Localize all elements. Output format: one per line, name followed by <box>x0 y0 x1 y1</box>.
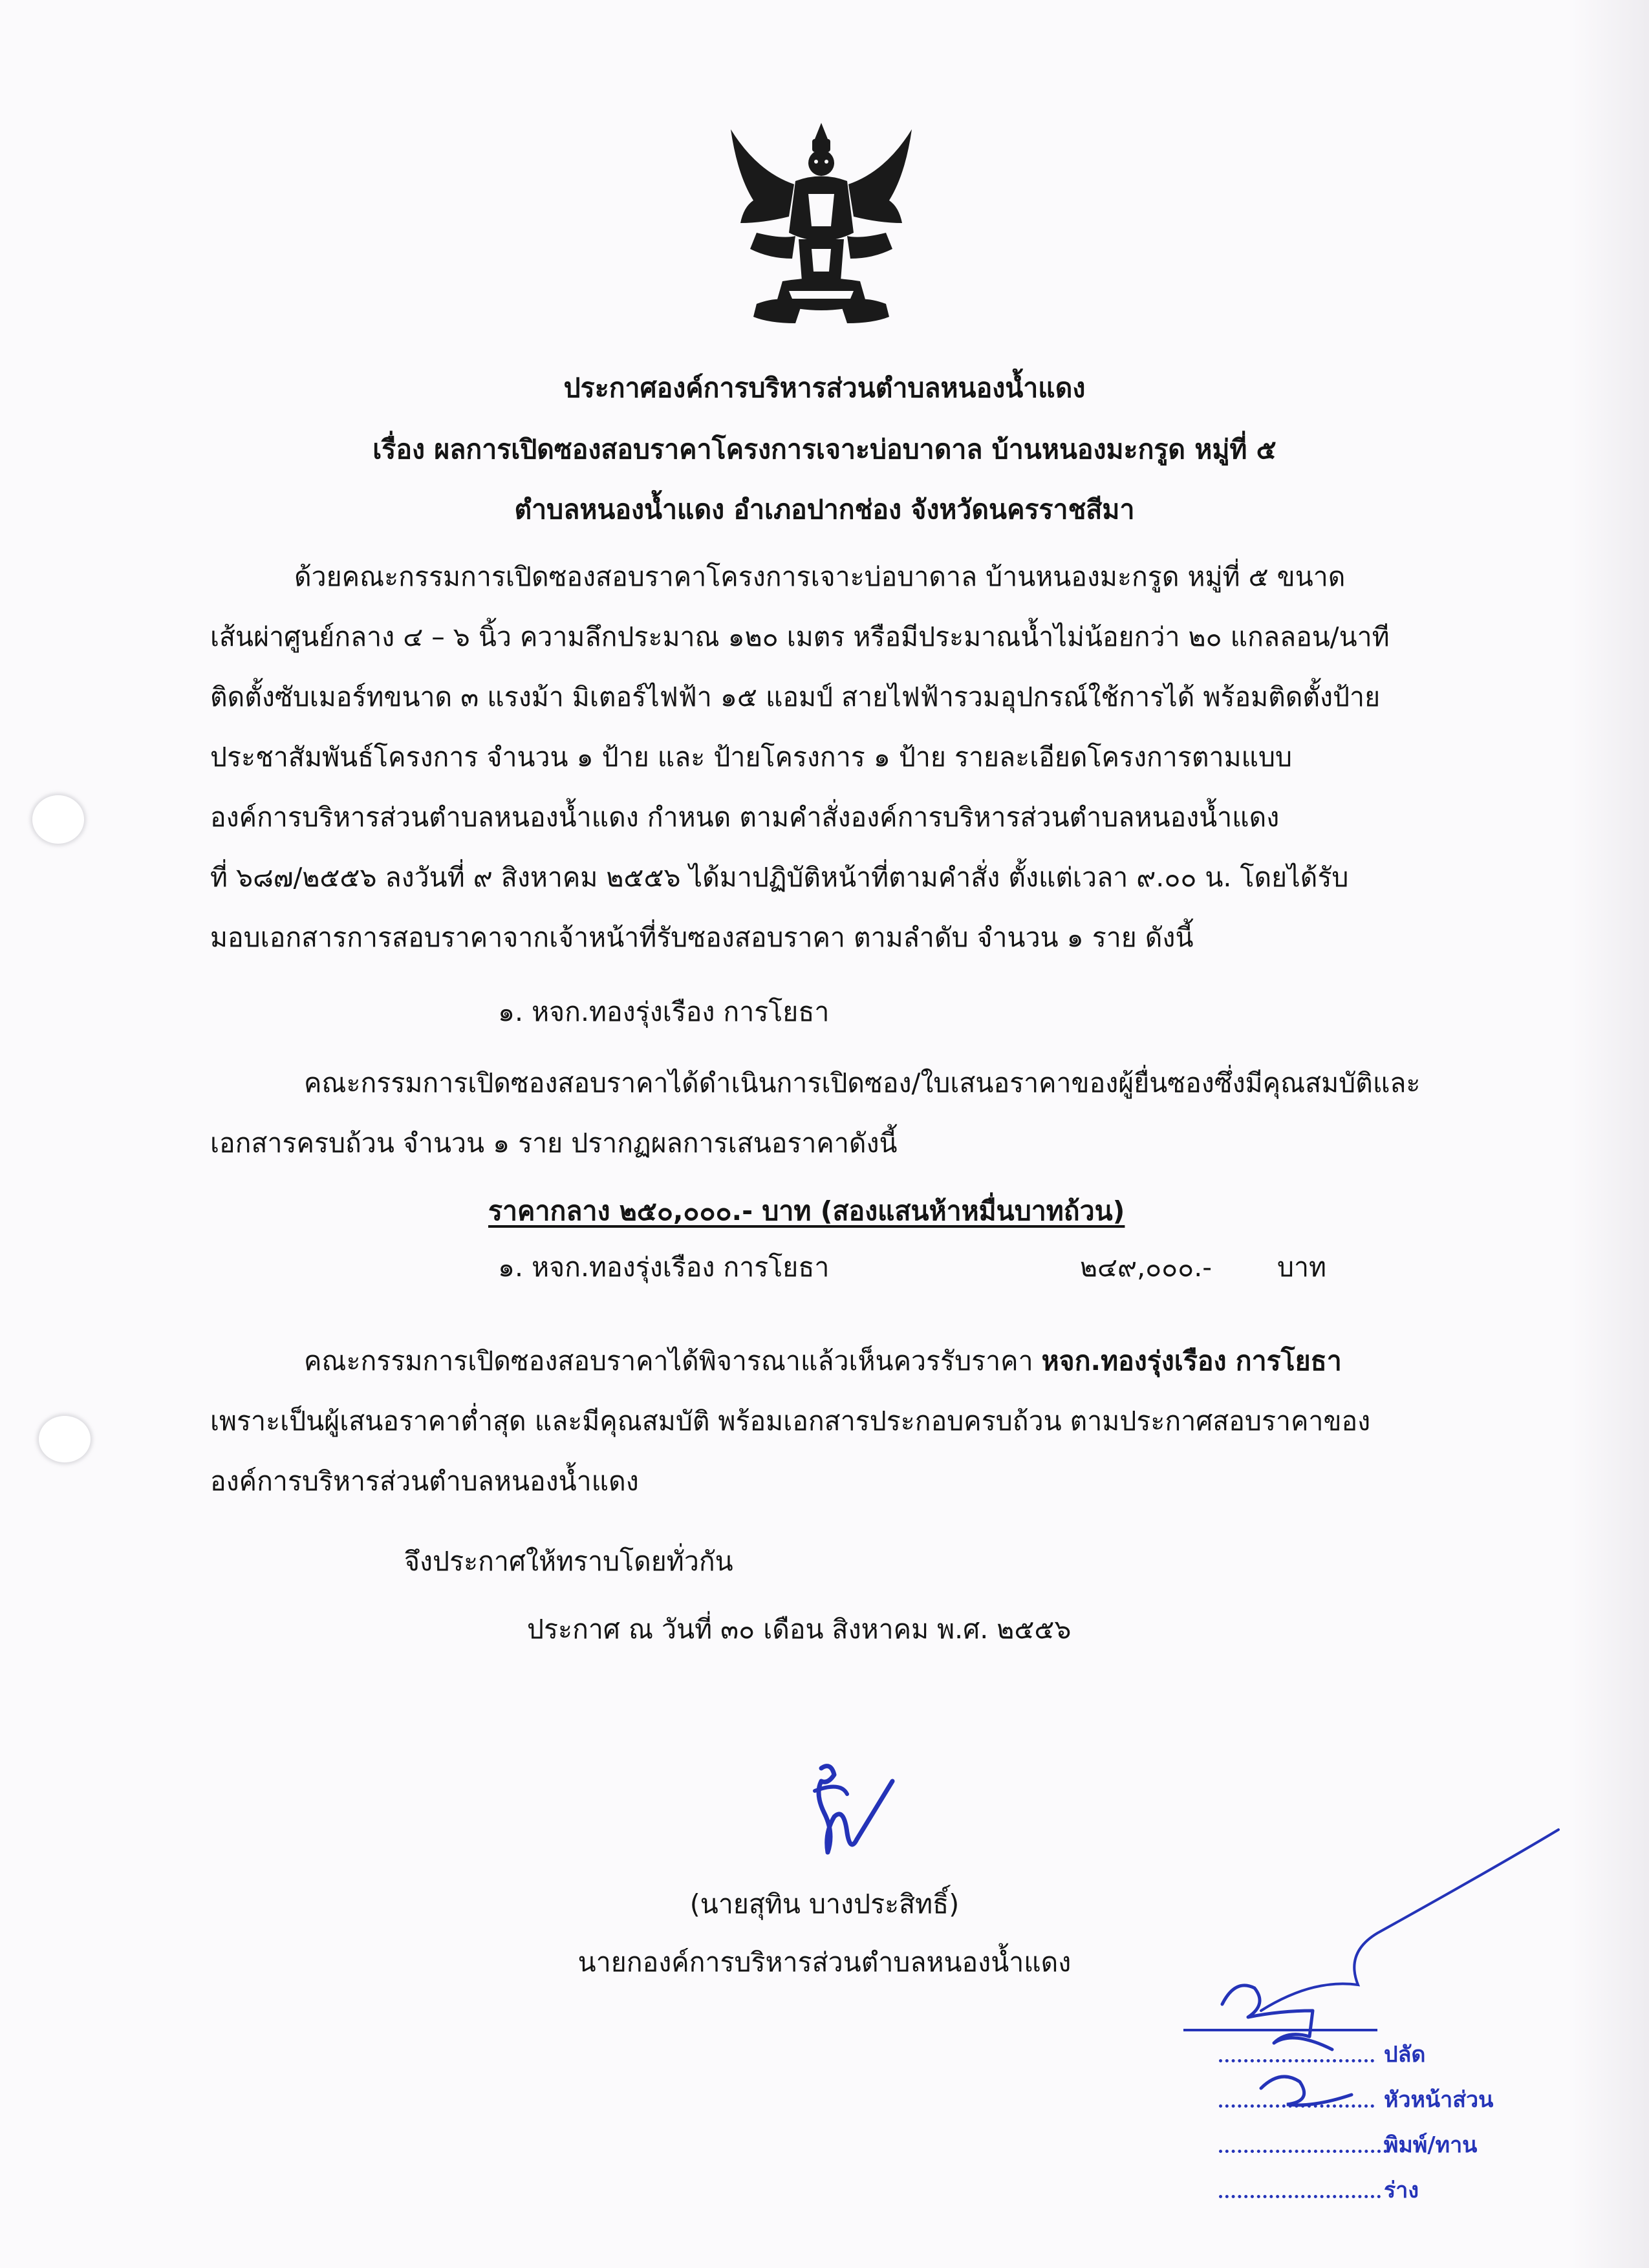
paragraph-2-line: คณะกรรมการเปิดซองสอบราคาได้ดำเนินการเปิดซอง/ใบเสนอราคาของผู้ยื่นซองซึ่งมีคุณสมบัติและ <box>304 1067 1421 1098</box>
mayor-signature <box>795 1755 905 1872</box>
stamp-line <box>1219 2195 1381 2198</box>
announcement-subject-line-1: เรื่อง ผลการเปิดซองสอบราคาโครงการเจาะบ่อบาดาล บ้านหนองมะกรูด หมู่ที่ ๕ <box>372 434 1277 465</box>
stamp-line <box>1219 2150 1387 2153</box>
signatory-name: (นายสุทิน บางประสิทธิ์) <box>689 1888 960 1920</box>
paragraph-1-line: องค์การบริหารส่วนตำบลหนองน้ำแดง กำหนด ตามคำสั่งองค์การบริหารส่วนตำบลหนองน้ำแดง <box>210 802 1280 833</box>
stamp-label: พิมพ์/ทาน <box>1384 2132 1478 2158</box>
paragraph-1-line: ประชาสัมพันธ์โครงการ จำนวน ๑ ป้าย และ ป้ายโครงการ ๑ ป้าย รายละเอียดโครงการตามแบบ <box>210 742 1292 773</box>
paragraph-3-line: องค์การบริหารส่วนตำบลหนองน้ำแดง <box>210 1466 639 1497</box>
paragraph-3-line <box>304 1342 1342 1380</box>
punch-hole-bottom <box>39 1416 91 1462</box>
stamp-label: ร่าง <box>1384 2177 1419 2203</box>
garuda-emblem <box>718 110 925 330</box>
announcement-title: ประกาศองค์การบริหารส่วนตำบลหนองน้ำแดง <box>563 372 1086 403</box>
paragraph-3-line: เพราะเป็นผู้เสนอราคาต่ำสุด และมีคุณสมบัติ พร้อมเอกสารประกอบครบถ้วน ตามประกาศสอบราคาของ <box>210 1406 1371 1437</box>
paragraph-3-text: คณะกรรมการเปิดซองสอบราคาได้พิจารณาแล้วเห็นควรรับราคา <box>304 1345 1042 1376</box>
bid-currency: บาท <box>1277 1252 1327 1283</box>
stamp-line <box>1219 2104 1374 2108</box>
bid-amount: ๒๔๙,๐๐๐.- <box>1080 1252 1212 1283</box>
selected-bidder: หจก.ทองรุ่งเรือง การโยธา <box>1041 1345 1342 1376</box>
announcement-subject-line-2: ตำบลหนองน้ำแดง อำเภอปากช่อง จังหวัดนครราชสีมา <box>514 494 1135 525</box>
paragraph-2-line: เอกสารครบถ้วน จำนวน ๑ ราย ปรากฏผลการเสนอราคาดังนี้ <box>210 1128 898 1159</box>
paragraph-1-line: มอบเอกสารการสอบราคาจากเจ้าหน้าที่รับซองสอบราคา ตามลำดับ จำนวน ๑ ราย ดังนี้ <box>210 922 1194 953</box>
punch-hole-top <box>32 795 84 844</box>
announcement-date: ประกาศ ณ วันที่ ๓๐ เดือน สิงหาคม พ.ศ. ๒๕๕๖ <box>527 1614 1072 1645</box>
paragraph-1-line: ที่ ๖๘๗/๒๕๕๖ ลงวันที่ ๙ สิงหาคม ๒๕๕๖ ได้มาปฏิบัติหน้าที่ตามคำสั่ง ตั้งแต่เวลา ๙.๐๐ น. โดยได้รับ <box>210 862 1349 893</box>
median-price: ราคากลาง ๒๕๐,๐๐๐.- บาท (สองแสนห้าหมื่นบาทถ้วน) <box>488 1195 1125 1226</box>
paragraph-1-line: ติดตั้งซับเมอร์ทขนาด ๓ แรงม้า มิเตอร์ไฟฟ้า ๑๕ แอมป์ สายไฟฟ้ารวมอุปกรณ์ใช้การได้ พร้อมติดตั้งป้าย <box>210 681 1381 712</box>
paragraph-1-line: เส้นผ่าศูนย์กลาง ๔ – ๖ นิ้ว ความลึกประมาณ ๑๒๐ เมตร หรือมีประมาณน้ำไม่น้อยกว่า ๒๐ แกลลอน/นาที <box>210 621 1390 652</box>
announcement-closing: จึงประกาศให้ทราบโดยทั่วกัน <box>404 1546 733 1577</box>
stamp-label: ปลัด <box>1384 2042 1426 2068</box>
stamp-label: หัวหน้าส่วน <box>1384 2087 1494 2113</box>
signatory-position: นายกองค์การบริหารส่วนตำบลหนองน้ำแดง <box>577 1947 1072 1978</box>
bidder-list-item: ๑. หจก.ทองรุ่งเรือง การโยธา <box>498 996 830 1027</box>
stamp-line <box>1219 2059 1374 2062</box>
page-edge-shadow <box>1571 0 1649 2268</box>
paragraph-1-line: ด้วยคณะกรรมการเปิดซองสอบราคาโครงการเจาะบ่อบาดาล บ้านหนองมะกรูด หมู่ที่ ๕ ขนาด <box>294 561 1346 592</box>
bid-bidder-name: ๑. หจก.ทองรุ่งเรือง การโยธา <box>498 1252 830 1283</box>
initials-scribble <box>1183 1817 1571 2140</box>
